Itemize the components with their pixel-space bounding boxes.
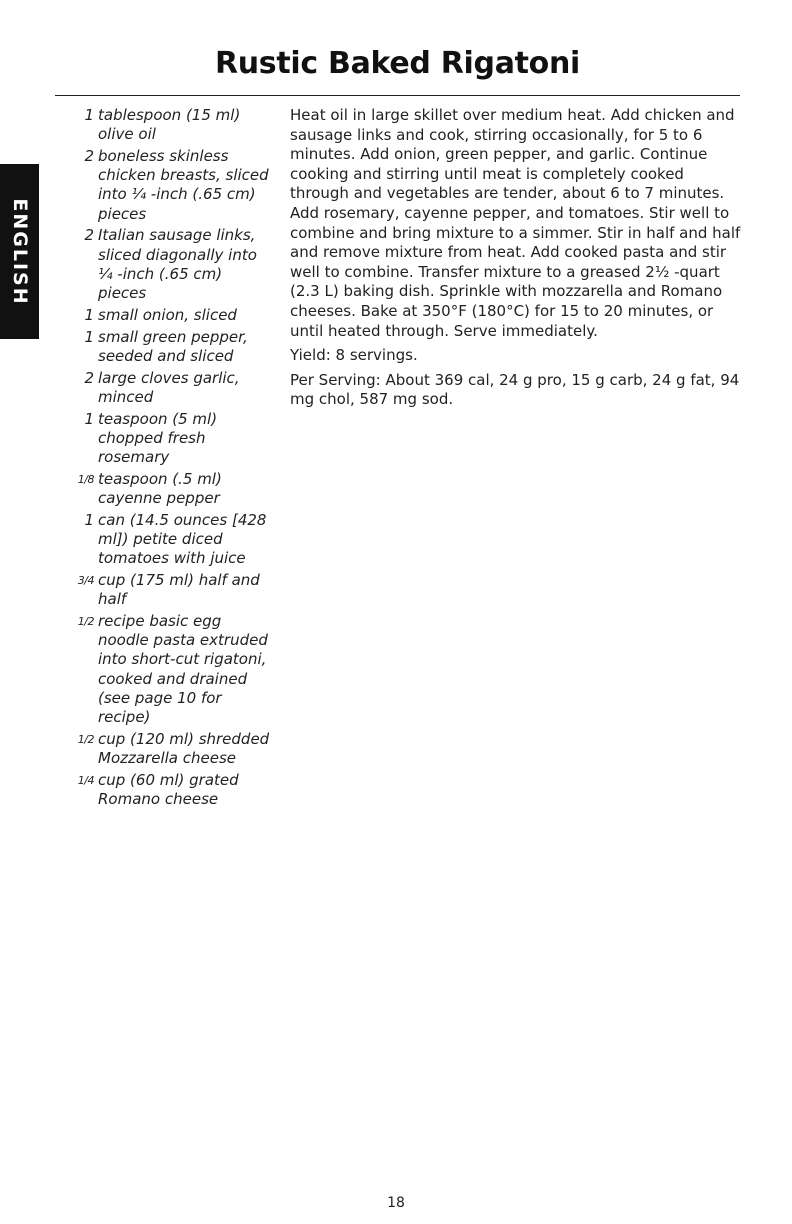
ingredient-quantity: 1 <box>84 106 94 124</box>
ingredient-text: small green pepper, seeded and sliced <box>98 327 248 365</box>
ingredient-list <box>60 106 275 812</box>
ingredient-item <box>60 771 275 809</box>
ingredient-item <box>60 328 275 366</box>
ingredient-quantity: 2 <box>84 147 94 165</box>
ingredient-text: teaspoon (.5 ml) cayenne pepper <box>98 469 222 508</box>
ingredient-quantity: 2 <box>84 226 94 245</box>
recipe-directions <box>290 106 742 415</box>
ingredient-text: teaspoon (5 ml) chopped fresh rosemary <box>98 409 218 467</box>
title-divider <box>55 95 740 96</box>
yield-text: Yield: 8 servings. <box>290 346 418 365</box>
ingredient-item <box>60 410 275 468</box>
ingredient-item <box>60 730 275 768</box>
ingredient-quantity: 1 <box>84 305 94 324</box>
ingredient-text: tablespoon (15 ml) olive oil <box>98 106 241 144</box>
recipe-title: Rustic Baked Rigatoni <box>214 46 581 81</box>
page-number: 18 <box>387 1195 405 1211</box>
ingredient-item <box>60 306 275 325</box>
ingredient-text: Italian sausage links, sliced diagonally into ¹⁄₄ -inch (.65 cm) pieces <box>98 226 257 303</box>
language-tab-label: ENGLISH <box>8 197 31 306</box>
ingredient-quantity: 1/2 <box>77 615 94 629</box>
ingredient-item <box>60 571 275 609</box>
ingredient-text: can (14.5 ounces [428 ml]) petite diced tomatoes with juice <box>98 510 267 568</box>
ingredient-item <box>60 511 275 569</box>
ingredient-item <box>60 226 275 303</box>
ingredient-quantity: 3/4 <box>77 574 94 588</box>
ingredient-item <box>60 147 275 224</box>
ingredient-quantity: 2 <box>84 368 94 387</box>
method-paragraph: Heat oil in large skillet over medium heat. Add chicken and sausage links and cook, stirring occasionally, for 5 to 6 minutes. Add onion, green pepper, and garlic. Continue cooking and stirring until meat is completely cooked through and vegetables are tender, about 6 to 7 minutes. Add rosemary, cayenne pepper, and tomatoes. Stir well to combine and bring mixture to a simmer. Stir in half and half and remove mixture from heat. Add cooked pasta and stir well to combine. Transfer mixture to a greased 2¹⁄₂ -quart (2.3 L) baking dish. Sprinkle with mozzarella and Romano cheeses. Bake at 350°F (180°C) for 15 to 20 minutes, or until heated through. Serve immediately. <box>290 106 741 340</box>
ingredient-item <box>60 612 275 727</box>
ingredient-text: cup (60 ml) grated Romano cheese <box>98 770 239 809</box>
nutrition-info: Per Serving: About 369 cal, 24 g pro, 15 g carb, 24 g fat, 94 mg chol, 587 mg sod. <box>290 370 740 409</box>
ingredient-item <box>60 470 275 508</box>
ingredient-text: cup (120 ml) shredded Mozzarella cheese <box>98 729 270 768</box>
ingredient-text: boneless skinless chicken breasts, sliced into ¹⁄₄ -inch (.65 cm) pieces <box>98 147 269 223</box>
ingredient-text: recipe basic egg noodle pasta extruded into short-cut rigatoni, cooked and drained (see page 10 for recipe) <box>98 612 268 727</box>
ingredient-quantity: 1 <box>84 327 94 346</box>
ingredient-text: large cloves garlic, minced <box>98 368 240 406</box>
ingredient-text: cup (175 ml) half and half <box>98 571 260 609</box>
ingredient-quantity: 1 <box>84 510 94 529</box>
ingredient-quantity: 1/4 <box>77 773 94 787</box>
ingredient-quantity: 1/8 <box>77 472 94 486</box>
ingredient-text: small onion, sliced <box>98 305 237 324</box>
ingredient-quantity: 1 <box>84 409 94 428</box>
ingredient-item <box>60 106 275 144</box>
ingredient-quantity: 1/2 <box>77 732 94 746</box>
language-tab <box>0 164 39 339</box>
ingredient-item <box>60 369 275 407</box>
